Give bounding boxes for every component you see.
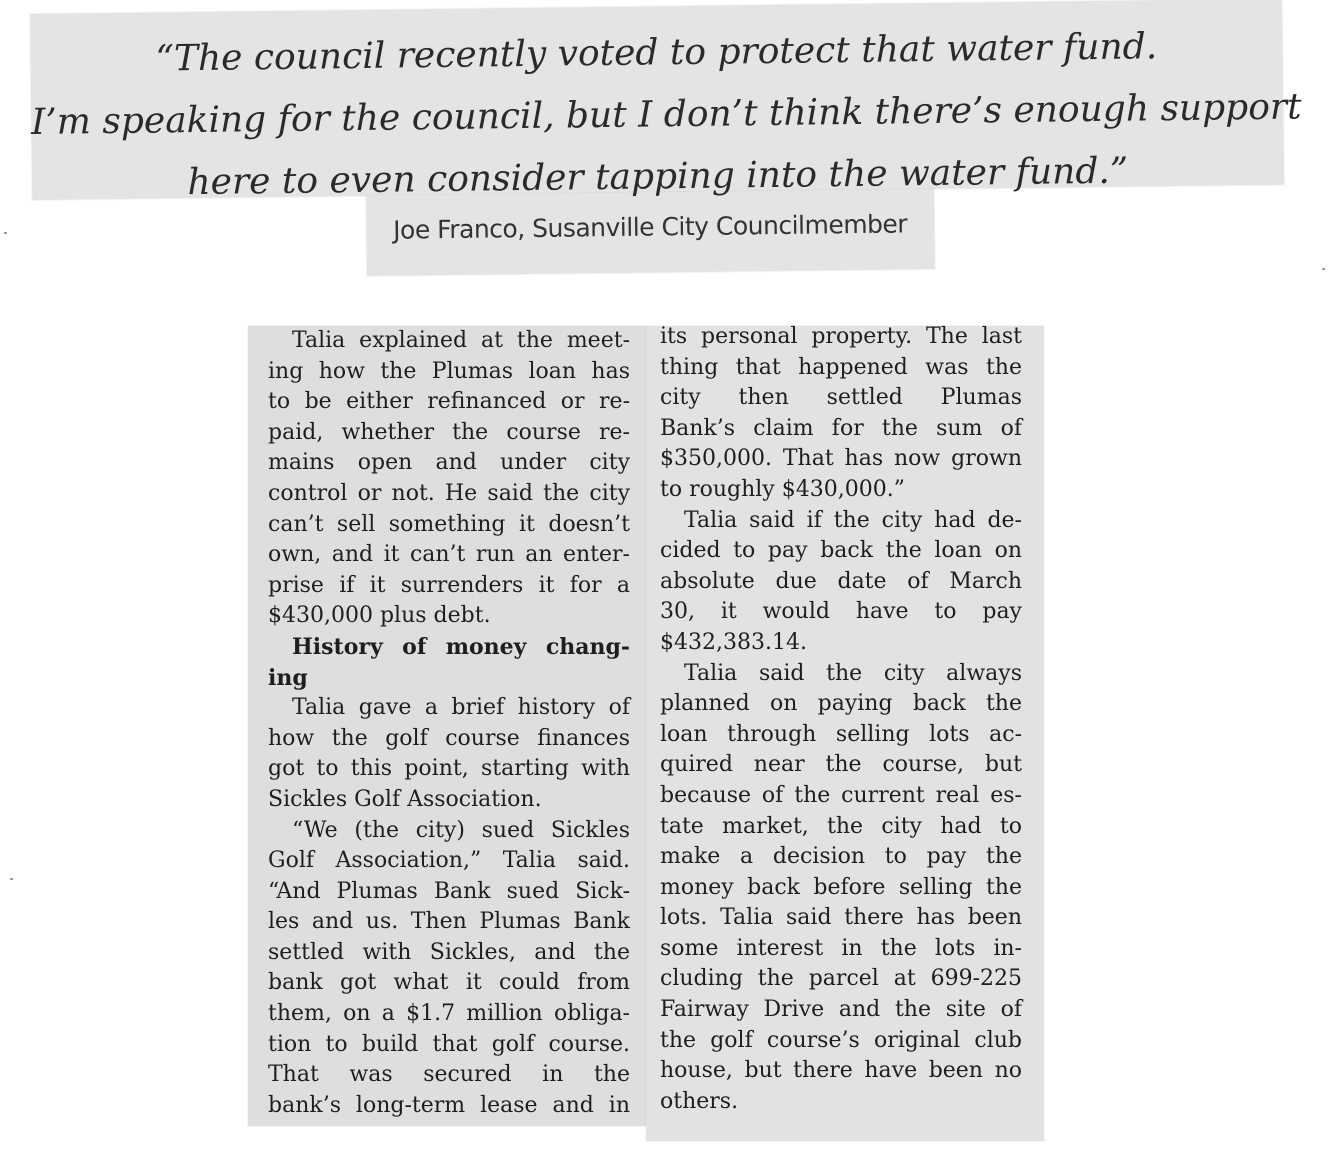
- text-line: tion to build that golf course.: [268, 1031, 630, 1057]
- text-line: paid, whether the course re-: [268, 419, 630, 445]
- text-line: quired near the course, but: [660, 752, 1022, 778]
- text-line: les and us. Then Plumas Bank: [268, 909, 630, 935]
- text-line: planned on paying back the: [660, 691, 1022, 717]
- pull-quote-attribution: Joe Franco, Susanville City Councilmember: [393, 209, 908, 245]
- scan-speck: [4, 232, 7, 234]
- text-line: city then settled Plumas: [660, 385, 1022, 411]
- text-line: ing how the Plumas loan has: [268, 358, 630, 384]
- pull-quote-line: “The council recently voted to protect that water fund.: [155, 26, 1158, 80]
- text-line: to roughly $430,000.”: [660, 476, 905, 502]
- article-column-left: [268, 326, 630, 1121]
- text-line: Sickles Golf Association.: [268, 786, 542, 812]
- text-line: cluding the parcel at 699-225: [660, 966, 1022, 992]
- text-line: “And Plumas Bank sued Sick-: [268, 878, 630, 904]
- text-line: loan through selling lots ac-: [660, 721, 1022, 747]
- text-line: control or not. He said the city: [268, 480, 630, 506]
- scan-speck: [10, 878, 13, 880]
- text-line: Talia said if the city had de-: [684, 507, 1022, 533]
- text-line: can’t sell something it doesn’t: [268, 511, 630, 537]
- text-line: “We (the city) sued Sickles: [292, 817, 630, 843]
- text-line: $432,383.14.: [660, 629, 807, 655]
- text-line: absolute due date of March: [660, 568, 1022, 594]
- text-line: $430,000 plus debt.: [268, 603, 491, 629]
- text-line: some interest in the lots in-: [660, 935, 1022, 961]
- text-line: got to this point, starting with: [268, 756, 630, 782]
- text-line: thing that happened was the: [660, 354, 1022, 380]
- text-line: bank got what it could from: [268, 970, 630, 996]
- scan-speck: [1322, 268, 1325, 270]
- text-line: money back before selling the: [660, 874, 1022, 900]
- text-line: Fairway Drive and the site of: [660, 997, 1022, 1023]
- text-line: how the golf course finances: [268, 725, 630, 751]
- text-line: tate market, the city had to: [660, 813, 1022, 839]
- text-line: mains open and under city: [268, 450, 630, 476]
- section-subhead: ing: [268, 664, 308, 691]
- text-line: own, and it can’t run an enter-: [268, 542, 630, 568]
- text-line: settled with Sickles, and the: [268, 939, 630, 965]
- text-line: lots. Talia said there has been: [660, 905, 1022, 931]
- text-line: because of the current real es-: [660, 782, 1022, 808]
- text-line: 30, it would have to pay: [660, 599, 1022, 625]
- text-line: cided to pay back the loan on: [660, 538, 1022, 564]
- text-line: Talia explained at the meet-: [292, 328, 630, 353]
- text-line: That was secured in the: [268, 1062, 630, 1088]
- text-line: bank’s long-term lease and in: [268, 1092, 630, 1118]
- text-line: Talia gave a brief history of: [292, 695, 630, 721]
- text-line: Talia said the city always: [684, 660, 1022, 686]
- text-line: Golf Association,” Talia said.: [268, 848, 630, 874]
- text-line: house, but there have been no: [660, 1058, 1022, 1084]
- text-line: them, on a $1.7 million obliga-: [268, 1001, 630, 1027]
- article-column-right: [660, 322, 1022, 1117]
- text-line: to be either refinanced or re-: [268, 389, 630, 415]
- text-line: the golf course’s original club: [660, 1027, 1022, 1053]
- text-line: its personal property. The last: [660, 324, 1022, 349]
- text-line: $350,000. That has now grown: [660, 446, 1022, 472]
- text-line: others.: [660, 1088, 739, 1114]
- pull-quote-line: here to even consider tapping into the water fund.”: [187, 150, 1129, 204]
- text-line: prise if it surrenders it for a: [268, 572, 630, 598]
- section-subhead: History of money chang-: [292, 633, 630, 660]
- text-line: Bank’s claim for the sum of: [660, 415, 1022, 441]
- pull-quote: [30, 15, 1302, 216]
- text-line: make a decision to pay the: [660, 844, 1022, 870]
- pull-quote-line: I’m speaking for the council, but I don’t think there’s enough support: [30, 86, 1302, 143]
